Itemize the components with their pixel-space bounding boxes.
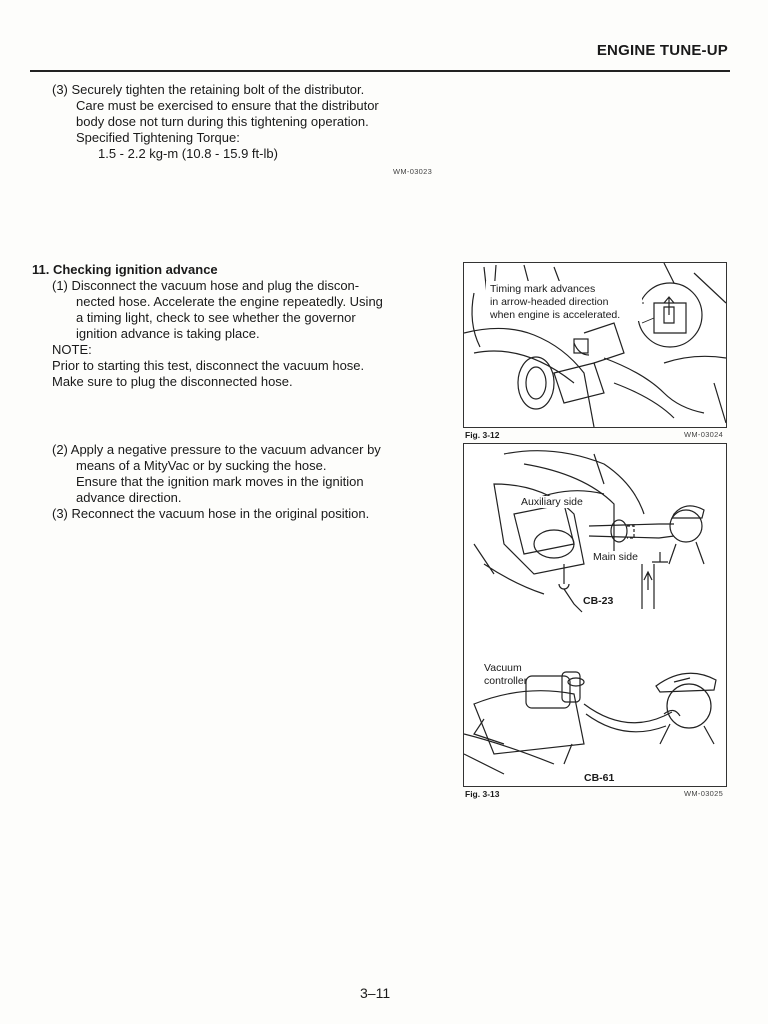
step1-line-4: ignition advance is taking place. bbox=[76, 326, 260, 341]
note-line-1: Prior to starting this test, disconnect the vacuum hose. bbox=[52, 358, 365, 373]
fig312-callout-line-1: Timing mark advances bbox=[490, 283, 596, 295]
figure-3-12 bbox=[463, 262, 727, 428]
step2-line-3: Ensure that the ignition mark moves in the ignition bbox=[76, 474, 364, 489]
section-heading: 11. Checking ignition advance bbox=[32, 262, 218, 277]
torque-label: Specified Tightening Torque: bbox=[76, 130, 240, 145]
fig-3-13-label: Fig. 3-13 bbox=[465, 789, 500, 799]
tighten-line-2: Care must be exercised to ensure that the distributor bbox=[76, 98, 379, 113]
ref-wm-03023: WM-03023 bbox=[393, 167, 433, 176]
step2-line-2: means of a MityVac or by sucking the hose. bbox=[76, 458, 327, 473]
step1-line-1: (1) Disconnect the vacuum hose and plug the discon- bbox=[52, 278, 360, 293]
page-header-title: ENGINE TUNE-UP bbox=[596, 42, 728, 59]
cb-23-label: CB-23 bbox=[583, 595, 614, 607]
fig312-callout-line-3: when engine is accelerated. bbox=[490, 309, 621, 321]
page-number: 3–11 bbox=[360, 985, 391, 1001]
step1-line-3: a timing light, check to see whether the governor bbox=[76, 310, 356, 325]
step2-line-4: advance direction. bbox=[76, 490, 182, 505]
tighten-line-1: (3) Securely tighten the retaining bolt of the distributor. bbox=[52, 82, 365, 97]
ref-wm-03024: WM-03024 bbox=[684, 430, 724, 439]
cb-61-label: CB-61 bbox=[584, 772, 615, 784]
main-side-label: Main side bbox=[593, 551, 638, 563]
ref-wm-03025: WM-03025 bbox=[684, 789, 724, 798]
torque-value: 1.5 - 2.2 kg-m (10.8 - 15.9 ft-lb) bbox=[98, 146, 278, 161]
auxiliary-side-label: Auxiliary side bbox=[521, 496, 583, 508]
vacuum-label: Vacuum bbox=[484, 662, 522, 674]
figure-3-13 bbox=[463, 443, 727, 787]
note-label: NOTE: bbox=[52, 342, 92, 357]
step2-line-1: (2) Apply a negative pressure to the vacuum advancer by bbox=[52, 442, 381, 457]
header-rule bbox=[30, 70, 730, 72]
step1-line-2: nected hose. Accelerate the engine repeatedly. Using bbox=[76, 294, 383, 309]
step3-reconnect: (3) Reconnect the vacuum hose in the original position. bbox=[52, 506, 370, 521]
fig312-callout-line-2: in arrow-headed direction bbox=[490, 296, 609, 308]
fig-3-12-label: Fig. 3-12 bbox=[465, 430, 500, 440]
vacuum-test-illustration bbox=[464, 444, 726, 786]
note-line-2: Make sure to plug the disconnected hose. bbox=[52, 374, 293, 389]
tighten-line-3: body dose not turn during this tightening operation. bbox=[76, 114, 369, 129]
controller-label: controller bbox=[484, 675, 528, 687]
